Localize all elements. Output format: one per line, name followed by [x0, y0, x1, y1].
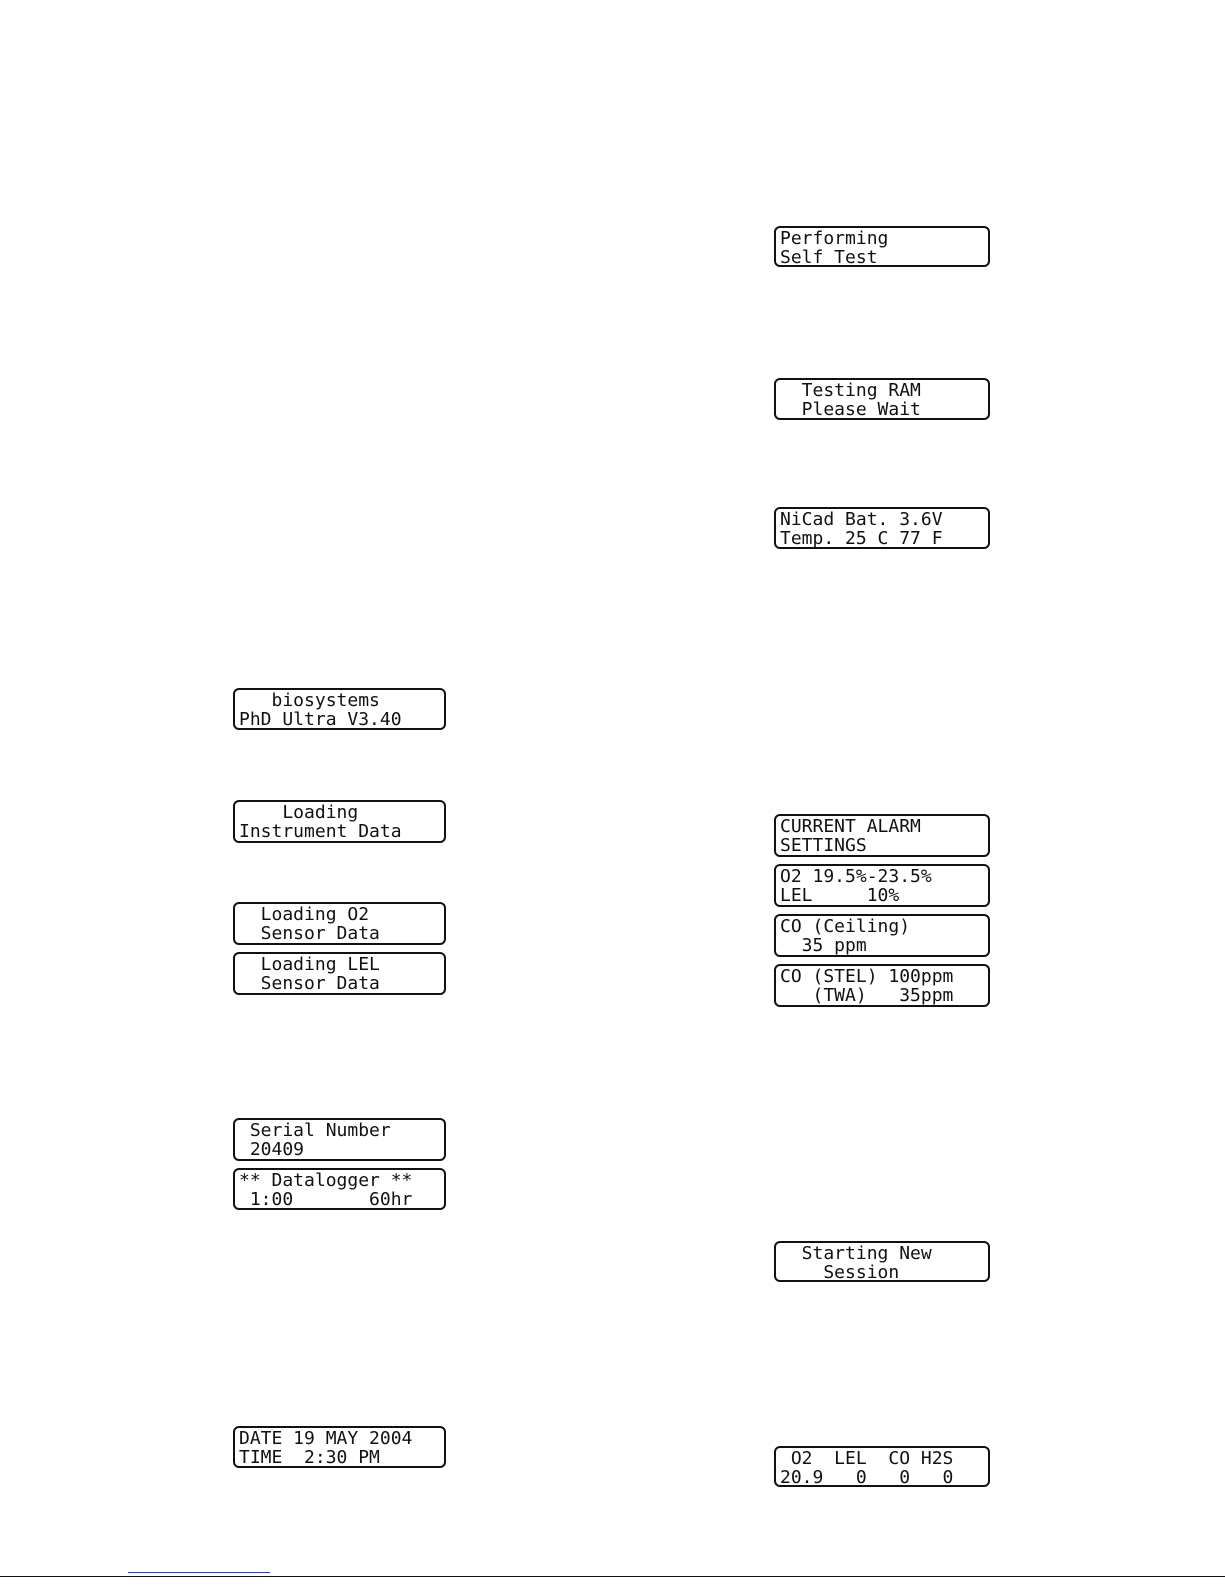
lcd-line-2: 20.9 0 0 0 [780, 1467, 954, 1487]
lcd-line-1: biosystems [239, 690, 380, 711]
lcd-alarm-co-ceiling [774, 914, 990, 957]
lcd-date-time [233, 1426, 446, 1468]
lcd-line-1: Starting New [780, 1243, 932, 1264]
lcd-line-1: CO (Ceiling) [780, 916, 911, 937]
lcd-line-2: Self Test [780, 247, 878, 267]
lcd-line-2: LEL 10% [780, 885, 900, 906]
lcd-line-2: Sensor Data [239, 923, 380, 944]
lcd-line-1: DATE 19 MAY 2004 [239, 1428, 413, 1449]
lcd-line-2: 35 ppm [780, 935, 867, 956]
lcd-line-1: O2 LEL CO H2S [780, 1448, 954, 1469]
lcd-line-1: NiCad Bat. 3.6V [780, 509, 943, 530]
lcd-testing-ram [774, 378, 990, 420]
lcd-line-2: PhD Ultra V3.40 [239, 709, 402, 730]
lcd-line-1: Serial Number [239, 1120, 391, 1141]
lcd-datalogger [233, 1168, 446, 1210]
lcd-alarm-o2-lel [774, 864, 990, 907]
lcd-loading-instrument-data [233, 800, 446, 843]
lcd-loading-o2-sensor [233, 902, 446, 945]
lcd-gas-readings [774, 1446, 990, 1487]
lcd-line-1: CO (STEL) 100ppm [780, 966, 954, 987]
lcd-line-2: Please Wait [780, 399, 921, 420]
footer-rule [0, 1576, 1225, 1577]
lcd-line-2: 1:00 60hr [239, 1189, 413, 1210]
lcd-line-1: Loading LEL [239, 954, 380, 975]
lcd-line-1: Testing RAM [780, 380, 921, 401]
lcd-line-2: TIME 2:30 PM [239, 1447, 380, 1468]
lcd-line-2: Session [780, 1262, 900, 1282]
lcd-line-2: Temp. 25 C 77 F [780, 528, 943, 549]
lcd-line-1: Performing [780, 228, 889, 249]
lcd-line-1: O2 19.5%-23.5% [780, 866, 932, 887]
lcd-alarm-co-stel-twa [774, 964, 990, 1007]
lcd-line-1: Loading O2 [239, 904, 370, 925]
lcd-current-alarm-settings [774, 814, 990, 857]
footer-link-underline [128, 1572, 270, 1573]
lcd-starting-new-session [774, 1241, 990, 1282]
lcd-line-2: 20409 [239, 1139, 305, 1160]
lcd-line-1: Loading [239, 802, 359, 823]
lcd-line-2: Instrument Data [239, 821, 402, 842]
lcd-self-test [774, 226, 990, 267]
lcd-loading-lel-sensor [233, 952, 446, 995]
lcd-line-1: CURRENT ALARM [780, 816, 921, 837]
lcd-line-2: SETTINGS [780, 835, 867, 856]
lcd-brand-version [233, 688, 446, 730]
lcd-serial-number [233, 1118, 446, 1161]
lcd-line-2: (TWA) 35ppm [780, 985, 954, 1006]
lcd-line-1: ** Datalogger ** [239, 1170, 413, 1191]
lcd-line-2: Sensor Data [239, 973, 380, 994]
lcd-battery-temp [774, 507, 990, 549]
